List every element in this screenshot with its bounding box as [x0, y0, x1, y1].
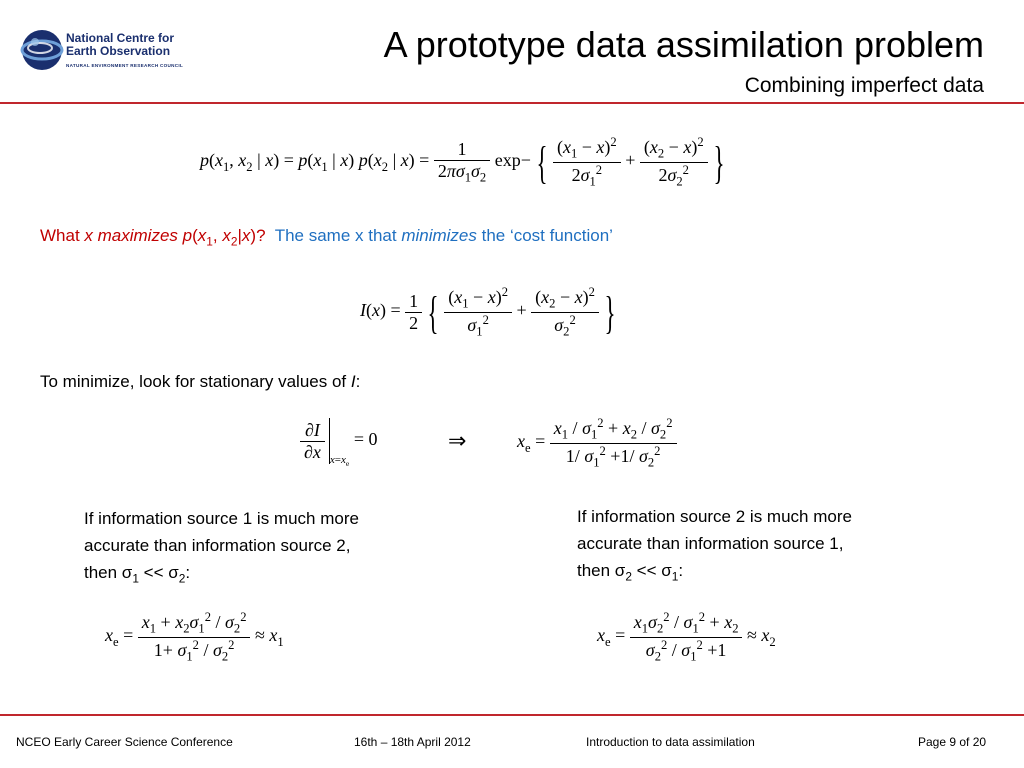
- footer-conference: NCEO Early Career Science Conference: [16, 735, 233, 749]
- equation-case-1-approx: $x_e$ = $\frac{x_1 + x_2\sigma_1^2 / \sigma_2^2}{1+ \sigma_1^2 / \sigma_2^2}$ ≈ $x_1$: [105, 610, 284, 664]
- case-2-text: If information source 2 is much more accurate than information source 1, then $\sigma_2 << \sigma_1$:: [577, 507, 852, 584]
- header-rule: [0, 102, 1024, 104]
- footer-topic: Introduction to data assimilation: [586, 735, 755, 749]
- question-red: What x maximizes $p(x_1$, $x_2|x$)?: [40, 226, 266, 249]
- equation-cost-function: I(x) = $\frac{1}{2}$ { $\frac{(x_1 - x)^2}{\sigma_1^2}$ + $\frac{(x_2 - x)^2}{\sigma_2^2}$ }: [360, 285, 616, 339]
- slide-title: A prototype data assimilation problem: [383, 24, 984, 65]
- question-line: [40, 226, 613, 248]
- footer-rule: [0, 714, 1024, 716]
- stationary-text: To minimize, look for stationary values of I:: [40, 372, 361, 391]
- footer-dates: 16th – 18th April 2012: [354, 735, 471, 749]
- logo-line-1: National Centre for: [66, 31, 175, 45]
- logo-subtext: NATURAL ENVIRONMENT RESEARCH COUNCIL: [66, 63, 184, 68]
- implies-arrow: ⇒: [448, 428, 467, 453]
- footer-page-number: Page 9 of 20: [918, 735, 987, 749]
- equation-joint-probability: $p(x_1$, $x_2$ | $x) = p(x_1$ | x) $p(x_2$ | x) = $\frac{1}{2\pi\sigma_1\sigma_2}$ exp− { $\frac{(x_1 - x)^2}{2\sigma_1^2}$ + $\frac{(x_2 - x)^2}{2\sigma_2^2}$ }: [200, 135, 725, 189]
- equation-xe: $x_e$ = $\frac{x_1 / \sigma_1^2 + x_2 / \sigma_2^2}{1/ \sigma_1^2 +1/ \sigma_2^2}$: [517, 416, 677, 470]
- equation-derivative-zero: $\frac{\partial I}{\partial x}$ $_{x=x_e}$ = 0: [300, 418, 377, 468]
- case-1-text: If information source 1 is much more accurate than information source 2, then $\sigma_1 << \sigma_2$:: [84, 509, 359, 586]
- nceo-logo: [20, 26, 210, 78]
- logo-text: [66, 32, 174, 58]
- logo-line-2: Earth Observation: [66, 44, 171, 58]
- slide-subtitle: Combining imperfect data: [744, 74, 984, 97]
- globe-icon: [20, 28, 64, 72]
- equation-case-2-approx: $x_e$ = $\frac{x_1\sigma_2^2 / \sigma_1^2 + x_2}{\sigma_2^2 / \sigma_1^2 +1}$ ≈ $x_2$: [597, 610, 776, 664]
- question-blue: The same x that minimizes the ‘cost function’: [274, 226, 613, 245]
